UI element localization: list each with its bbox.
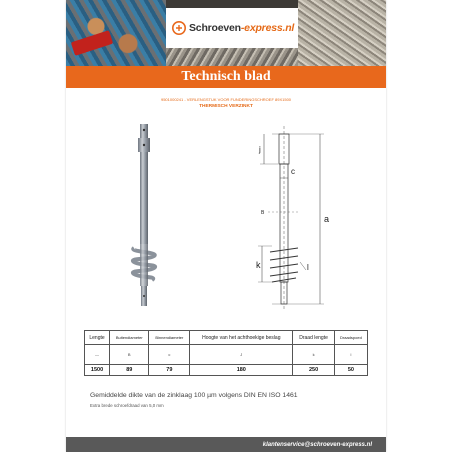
spec-symbol: J bbox=[190, 345, 293, 365]
spec-header: Draad lengte bbox=[293, 331, 335, 345]
customer-service-email[interactable]: klantenservice@schroeven-express.nl bbox=[262, 441, 372, 448]
label-k: k bbox=[256, 260, 261, 270]
spec-header: Buitendiameter bbox=[110, 331, 149, 345]
spec-symbol: c bbox=[149, 345, 190, 365]
page-title: Technisch blad bbox=[181, 69, 271, 84]
technical-drawing bbox=[258, 126, 324, 310]
screw-logo-icon bbox=[172, 21, 186, 35]
brand-name: Schroeven-express.nl bbox=[189, 22, 295, 34]
spec-value: 50 bbox=[334, 365, 367, 376]
spec-value: 79 bbox=[149, 365, 190, 376]
spec-header: Draadspoed bbox=[334, 331, 367, 345]
header-photo-screws bbox=[298, 0, 386, 66]
brand-logo bbox=[166, 8, 298, 48]
spec-table bbox=[84, 330, 368, 376]
spec-value: 89 bbox=[110, 365, 149, 376]
spec-header-row bbox=[85, 331, 368, 345]
spec-symbol: k bbox=[293, 345, 335, 365]
footer-bar bbox=[66, 437, 386, 452]
spec-symbol: B bbox=[110, 345, 149, 365]
spec-value: 250 bbox=[293, 365, 335, 376]
spec-value-row bbox=[85, 365, 368, 376]
label-l: l bbox=[307, 263, 309, 272]
spec-header: Lengte bbox=[85, 331, 110, 345]
product-code-line: 9501000241 - VERLENGSTUK VOOR FUNDERINGSCHROEF 89X1500 bbox=[160, 97, 292, 102]
label-a: a bbox=[324, 214, 330, 224]
spec-header: Hoogte van het achthoekige beslag bbox=[190, 331, 293, 345]
product-photo bbox=[133, 124, 155, 306]
header-photo-tools bbox=[66, 0, 166, 66]
label-B: B bbox=[261, 210, 265, 216]
finish-line: THERMISCH VERZINKT bbox=[199, 104, 253, 109]
spec-symbol: — bbox=[85, 345, 110, 365]
label-j: j bbox=[259, 145, 261, 154]
header-photo-screws-strip bbox=[166, 48, 298, 66]
spec-header: Binnendiameter bbox=[149, 331, 190, 345]
datasheet-page bbox=[66, 0, 386, 452]
product-figure bbox=[66, 112, 386, 322]
spec-value: 180 bbox=[190, 365, 293, 376]
label-c: c bbox=[291, 167, 295, 176]
spec-symbol: l bbox=[334, 345, 367, 365]
zinc-coating-note: Gemiddelde dikte van de zinklaag 100 µm volgens DIN EN ISO 1461 bbox=[90, 392, 298, 399]
header bbox=[66, 0, 386, 66]
product-drawings bbox=[66, 112, 386, 322]
title-banner bbox=[66, 66, 386, 88]
spec-value: 1500 bbox=[85, 365, 110, 376]
thread-width-note: Extra brede schroefdraad van 5,0 mm bbox=[90, 403, 164, 408]
spec-symbol-row bbox=[85, 345, 368, 365]
